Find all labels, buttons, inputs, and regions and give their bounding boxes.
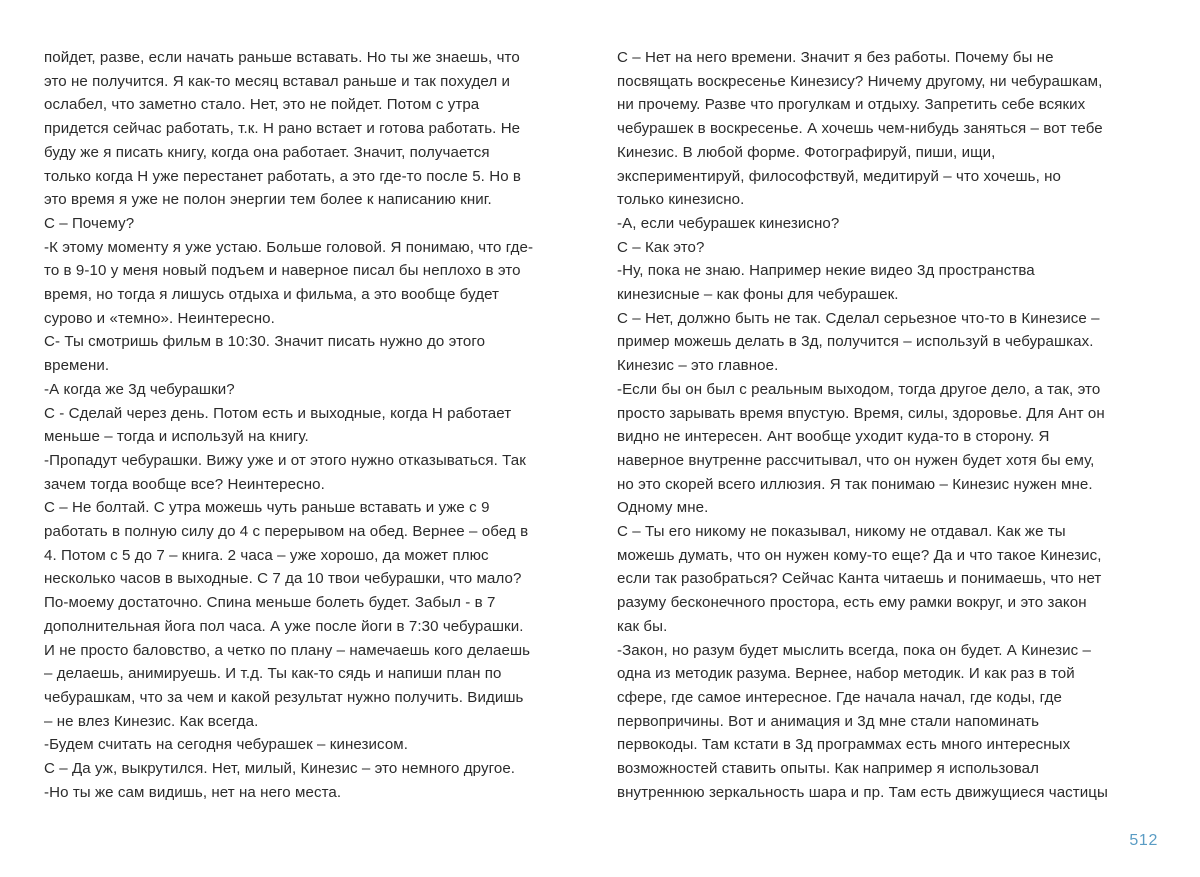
text-line: внутреннюю зеркальность шара и пр. Там есть движущиеся частицы xyxy=(617,783,1108,801)
text-line: наверное внутренне рассчитывал, что он нужен будет хотя бы ему, xyxy=(617,451,1095,469)
text-line: -А когда же 3д чебурашки? xyxy=(44,380,235,398)
text-line: время, но тогда я лишусь отдыха и фильма, а это вообще будет xyxy=(44,286,500,304)
text-line: кинезисные – как фоны для чебурашек. xyxy=(617,286,899,304)
text-line: -Закон, но разум будет мыслить всегда, пока он будет. А Кинезис – xyxy=(617,641,1091,659)
text-line: -Пропадут чебурашки. Вижу уже и от этого нужно отказываться. Так xyxy=(44,451,526,469)
text-line: меньше – тогда и используй на книгу. xyxy=(44,428,309,446)
text-line: сфере, где самое интересное. Где начала начал, где коды, где xyxy=(617,688,1062,706)
text-line: посвящать воскресенье Кинезису? Ничему другому, ни чебурашкам, xyxy=(617,72,1103,90)
two-column-text-body xyxy=(44,46,1162,805)
text-line: одна из методик разума. Вернее, набор методик. И как раз в той xyxy=(617,665,1075,683)
text-line: – не влез Кинезис. Как всегда. xyxy=(44,712,259,730)
text-line: разуму бесконечного простора, есть ему рамки вокруг, и это закон xyxy=(617,594,1087,612)
text-line: пример можешь делать в 3д, получится – используй в чебурашках. xyxy=(617,333,1094,351)
text-line: И не просто баловство, а четко по плану – намечаешь кого делаешь xyxy=(44,641,531,659)
text-line: С – Нет на него времени. Значит я без работы. Почему бы не xyxy=(617,49,1054,66)
text-line: -К этому моменту я уже устаю. Больше головой. Я понимаю, что где- xyxy=(44,238,534,256)
text-line: Одному мне. xyxy=(617,499,709,517)
text-line: работать в полную силу до 4 с перерывом на обед. Вернее – обед в xyxy=(44,523,529,541)
text-line: буду же я писать книгу, когда она работает. Значит, получается xyxy=(44,143,490,161)
text-line: С – Почему? xyxy=(44,214,135,232)
text-line: ослабел, что заметно стало. Нет, это не пойдет. Потом с утра xyxy=(44,96,480,114)
text-line: видно не интересен. Ант вообще уходит куда-то в сторону. Я xyxy=(617,428,1050,446)
text-line: то в 9-10 у меня новый подъем и наверное писал бы неплохо в это xyxy=(44,262,521,280)
text-line: -Но ты же сам видишь, нет на него места. xyxy=(44,783,342,801)
text-line: С – Как это? xyxy=(617,238,705,256)
text-line: просто зарывать время впустую. Время, силы, здоровье. Для Ант он xyxy=(617,404,1105,422)
text-line: придется сейчас работать, т.к. Н рано встает и готова работать. Не xyxy=(44,120,521,138)
text-line: экспериментируй, философствуй, медитируй – что хочешь, но xyxy=(617,167,1062,185)
text-line: это время я уже не полон энергии тем более к написанию книг. xyxy=(44,191,492,209)
text-line: времени. xyxy=(44,357,110,375)
text-line: только когда Н уже перестанет работать, а это где-то после 5. Но в xyxy=(44,167,522,185)
text-line: зачем тогда вообще все? Неинтересно. xyxy=(44,475,325,493)
text-line: чебурашкам, что за чем и какой результат нужно получить. Видишь xyxy=(44,688,524,706)
text-line: пойдет, разве, если начать раньше вставать. Но ты же знаешь, что xyxy=(44,49,520,66)
text-line: С – Да уж, выкрутился. Нет, милый, Кинезис – это немного другое. xyxy=(44,760,516,778)
text-line: -А, если чебурашек кинезисно? xyxy=(617,214,840,232)
text-line: первокоды. Там кстати в 3д программах есть много интересных xyxy=(617,736,1071,754)
text-line: С – Нет, должно быть не так. Сделал серьезное что-то в Кинезисе – xyxy=(617,309,1100,327)
text-line: только кинезисно. xyxy=(617,191,745,209)
text-line: возможностей ставить опыты. Как например я использовал xyxy=(617,760,1039,778)
text-line: С – Ты его никому не показывал, никому не отдавал. Как же ты xyxy=(617,523,1066,541)
text-line: несколько часов в выходные. С 7 да 10 твои чебурашки, что мало? xyxy=(44,570,522,588)
text-line: С- Ты смотришь фильм в 10:30. Значит писать нужно до этого xyxy=(44,333,486,351)
text-line: можешь думать, что он нужен кому-то еще? Да и что такое Кинезис, xyxy=(617,546,1102,564)
text-line: -Будем считать на сегодня чебурашек – кинезисом. xyxy=(44,736,409,754)
text-line: Кинезис – это главное. xyxy=(617,357,779,375)
text-line: С – Не болтай. С утра можешь чуть раньше вставать и уже с 9 xyxy=(44,499,490,517)
text-line: -Ну, пока не знаю. Например некие видео 3д пространства xyxy=(617,262,1035,280)
text-line: -Если бы он был с реальным выходом, тогда другое дело, а так, это xyxy=(617,380,1101,398)
text-line: чебурашек в воскресенье. А хочешь чем-нибудь заняться – вот тебе xyxy=(617,120,1103,138)
text-line: сурово и «темно». Неинтересно. xyxy=(44,309,275,327)
text-line: первопричины. Вот и анимация и 3д мне стали напоминать xyxy=(617,712,1040,730)
text-line: если так разобраться? Сейчас Канта читаешь и понимаешь, что нет xyxy=(617,570,1102,588)
text-line: По-моему достаточно. Спина меньше болеть будет. Забыл - в 7 xyxy=(44,594,496,612)
text-line: дополнительная йога пол часа. А уже после йоги в 7:30 чебурашки. xyxy=(44,617,524,635)
text-line: 4. Потом с 5 до 7 – книга. 2 часа – уже хорошо, да может плюс xyxy=(44,546,489,564)
text-line: ни прочему. Разве что прогулкам и отдыху. Запретить себе всяких xyxy=(617,96,1086,114)
text-line: как бы. xyxy=(617,617,668,635)
text-line: – делаешь, анимируешь. И т.д. Ты как-то сядь и напиши план по xyxy=(44,665,502,683)
text-line: это не получится. Я как-то месяц вставал раньше и так похудел и xyxy=(44,72,510,90)
text-line: С - Сделай через день. Потом есть и выходные, когда Н работает xyxy=(44,404,512,422)
text-line: Кинезис. В любой форме. Фотографируй, пиши, ищи, xyxy=(617,143,996,161)
page-number: 512 xyxy=(1129,832,1158,849)
right-text-column xyxy=(617,46,1162,805)
text-line: но это скорей всего иллюзия. Я так понимаю – Кинезис нужен мне. xyxy=(617,475,1093,493)
left-text-column xyxy=(44,46,589,805)
